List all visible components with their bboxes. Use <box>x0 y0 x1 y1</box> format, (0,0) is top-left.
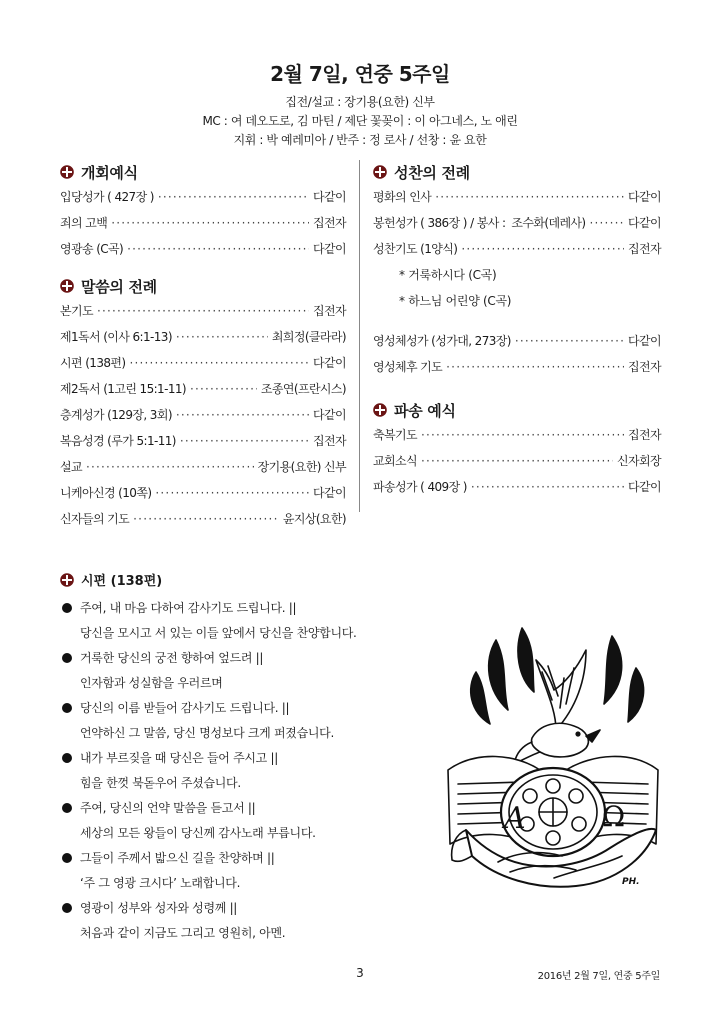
item-performer: 집전자 <box>313 216 346 230</box>
psalm-verse-line <box>62 746 432 771</box>
item-performer: 집전자 <box>628 428 661 442</box>
leader-dots <box>176 324 268 350</box>
psalm-response-line: 당신을 모시고 서 있는 이들 앞에서 당신을 찬양합니다. <box>80 626 357 640</box>
item-performer: 신자회장 <box>617 454 661 468</box>
bullet-icon <box>62 903 72 913</box>
verse-call: 당신의 이름 받들어 감사기도 드립니다. || <box>80 701 290 715</box>
page-title: 2월 7일, 연중 5주일 <box>270 62 450 86</box>
leader-dots <box>111 210 309 236</box>
bullet-icon <box>62 853 72 863</box>
psalm-response-line: 인자함과 성실함을 우러르며 <box>80 676 223 690</box>
order-row <box>60 402 346 428</box>
order-row <box>60 454 346 480</box>
item-performer: 조종연(프란시스) <box>260 382 346 396</box>
item-performer: 다같이 <box>313 486 346 500</box>
order-row <box>60 350 346 376</box>
leader-dots <box>180 428 309 454</box>
leader-dots <box>133 506 279 532</box>
section-heading-opening <box>60 160 346 184</box>
cross-icon <box>60 165 74 179</box>
sub-item: * 거룩하시다 (C곡) <box>399 268 497 282</box>
omega-letter: Ω <box>602 800 626 833</box>
alpha-letter: A <box>504 801 526 836</box>
bullet-icon <box>62 753 72 763</box>
section-title: 개회예식 <box>81 163 138 182</box>
item-server: 조수화(데레사) <box>511 216 586 230</box>
psalm-response-line: 세상의 모든 왕들이 당신께 감사노래 부릅니다. <box>80 826 316 840</box>
psalm-verse-line <box>62 596 432 621</box>
item-performer: 집전자 <box>313 304 346 318</box>
leader-dots <box>446 354 624 380</box>
item-performer: 최희정(클라라) <box>271 330 346 344</box>
psalm-response-line: 처음과 같이 지금도 그리고 영원히, 아멘. <box>80 926 286 940</box>
order-row <box>373 184 661 210</box>
verse-call: 내가 부르짖을 때 당신은 들어 주시고 || <box>80 751 278 765</box>
item-performer: 다같이 <box>628 216 661 230</box>
item-label: 층계성가 (129장, 3회) <box>60 408 172 422</box>
item-label: 영성체성가 (성가대, 273장) <box>373 334 511 348</box>
section-title: 성찬의 전례 <box>394 163 470 182</box>
bullet-icon <box>62 603 72 613</box>
order-row <box>373 210 661 236</box>
item-performer: 장기용(요한) 신부 <box>257 460 346 474</box>
order-row <box>60 184 346 210</box>
credits <box>0 93 720 150</box>
order-row <box>373 354 661 380</box>
psalm-verse-line <box>62 896 432 921</box>
verse-call: 거룩한 당신의 궁전 향하여 엎드려 || <box>80 651 264 665</box>
right-column <box>373 160 661 500</box>
cross-icon <box>373 403 387 417</box>
sub-item: * 하느님 어린양 (C곡) <box>399 294 512 308</box>
item-label: 신자들의 기도 <box>60 512 130 526</box>
verse-call: 주여, 내 마음 다하여 감사기도 드립니다. || <box>80 601 297 615</box>
psalm-title: 시편 (138편) <box>81 574 163 589</box>
leader-dots <box>127 236 309 262</box>
page-number: 3 <box>356 966 364 980</box>
verse-call: 그들이 주께서 밟으신 길을 찬양하며 || <box>80 851 275 865</box>
bullet-icon <box>62 703 72 713</box>
credits-line-music: 지휘 : 박 예레미아 / 반주 : 정 로사 / 선창 : 윤 요한 <box>233 133 487 147</box>
order-row <box>60 298 346 324</box>
item-performer: 다같이 <box>628 190 661 204</box>
item-performer: 집전자 <box>628 360 661 374</box>
item-performer: 다같이 <box>628 334 661 348</box>
verse-call: 주여, 당신의 언약 말씀을 듣고서 || <box>80 801 256 815</box>
item-label: 입당성가 ( 427장 ) <box>60 190 154 204</box>
bullet-icon <box>62 803 72 813</box>
left-column <box>60 160 346 532</box>
leader-dots <box>155 480 309 506</box>
leader-dots <box>97 298 309 324</box>
item-performer: 다같이 <box>313 190 346 204</box>
item-label: 교회소식 <box>373 454 417 468</box>
item-label: 제1독서 (이사 6:1-13) <box>60 330 172 344</box>
leader-dots <box>86 454 254 480</box>
order-row <box>373 474 661 500</box>
item-label: 니케아신경 (10쪽) <box>60 486 152 500</box>
leader-dots <box>158 184 309 210</box>
psalm-response-line: ‘주 그 영광 크시다’ 노래합니다. <box>80 876 241 890</box>
leader-dots <box>515 328 624 354</box>
artist-signature: PH. <box>622 877 640 887</box>
item-label: 영광송 (C곡) <box>60 242 124 256</box>
psalm-response-line: 언약하신 그 말씀, 당신 명성보다 크게 퍼졌습니다. <box>80 726 334 740</box>
cross-icon <box>60 573 74 587</box>
order-row <box>60 480 346 506</box>
item-performer: 윤지상(요한) <box>282 512 346 526</box>
cross-icon <box>60 279 74 293</box>
leader-dots <box>471 474 624 500</box>
order-row <box>60 506 346 532</box>
item-label: 제2독서 (1고린 15:1-11) <box>60 382 186 396</box>
item-label: 죄의 고백 <box>60 216 108 230</box>
item-label: 영성체후 기도 <box>373 360 443 374</box>
item-label: 축복기도 <box>373 428 417 442</box>
item-label: 성찬기도 (1양식) <box>373 242 458 256</box>
section-heading-eucharist <box>373 160 661 184</box>
order-row <box>60 236 346 262</box>
order-row <box>60 376 346 402</box>
column-divider <box>359 160 360 512</box>
order-row <box>373 236 661 262</box>
section-heading-dismissal <box>373 398 661 422</box>
leader-dots <box>590 210 625 236</box>
credits-line-celebrant: 집전/설교 : 장기용(요한) 신부 <box>285 95 435 109</box>
order-row <box>60 428 346 454</box>
item-label: 평화의 인사 <box>373 190 432 204</box>
spacer <box>373 314 661 328</box>
item-performer: 다같이 <box>313 408 346 422</box>
item-label: 복음성경 (루가 5:1-11) <box>60 434 176 448</box>
item-label: 본기도 <box>60 304 93 318</box>
leader-dots <box>176 402 309 428</box>
psalm-response-line: 힘을 한껏 북돋우어 주셨습니다. <box>80 776 241 790</box>
leader-dots <box>435 184 624 210</box>
psalm-verse-line <box>62 796 432 821</box>
psalm-text <box>62 596 432 946</box>
item-label: 파송성가 ( 409장 ) <box>373 480 467 494</box>
item-performer: 집전자 <box>313 434 346 448</box>
item-performer: 집전자 <box>628 242 661 256</box>
order-row <box>373 448 661 474</box>
item-label: 시편 (138편) <box>60 356 126 370</box>
leader-dots <box>190 376 257 402</box>
item-performer: 다같이 <box>313 356 346 370</box>
psalm-verse-line <box>62 846 432 871</box>
item-label: 봉헌성가 ( 386장 ) / 봉사 : <box>373 216 506 230</box>
footer-date: 2016년 2월 7일, 연중 5주일 <box>537 971 660 982</box>
psalm-verse-line <box>62 646 432 671</box>
section-title: 파송 예식 <box>394 401 456 420</box>
leader-dots <box>129 350 309 376</box>
order-row <box>373 328 661 354</box>
psalm-heading <box>60 570 162 589</box>
psalm-verse-line <box>62 696 432 721</box>
dove-book-hands-illustration <box>436 620 670 894</box>
item-performer: 다같이 <box>313 242 346 256</box>
cross-icon <box>373 165 387 179</box>
leader-dots <box>461 236 624 262</box>
credits-line-mc: MC : 여 데오도로, 김 마틴 / 제단 꽃꽂이 : 이 아그네스, 노 애린 <box>202 114 518 128</box>
leader-dots <box>421 422 624 448</box>
order-row <box>60 210 346 236</box>
leader-dots <box>421 448 613 474</box>
section-title: 말씀의 전례 <box>81 277 157 296</box>
order-row <box>60 324 346 350</box>
item-performer: 다같이 <box>628 480 661 494</box>
order-row <box>373 422 661 448</box>
item-label: 설교 <box>60 460 82 474</box>
verse-call: 영광이 성부와 성자와 성령께 || <box>80 901 238 915</box>
section-heading-word <box>60 274 346 298</box>
bullet-icon <box>62 653 72 663</box>
